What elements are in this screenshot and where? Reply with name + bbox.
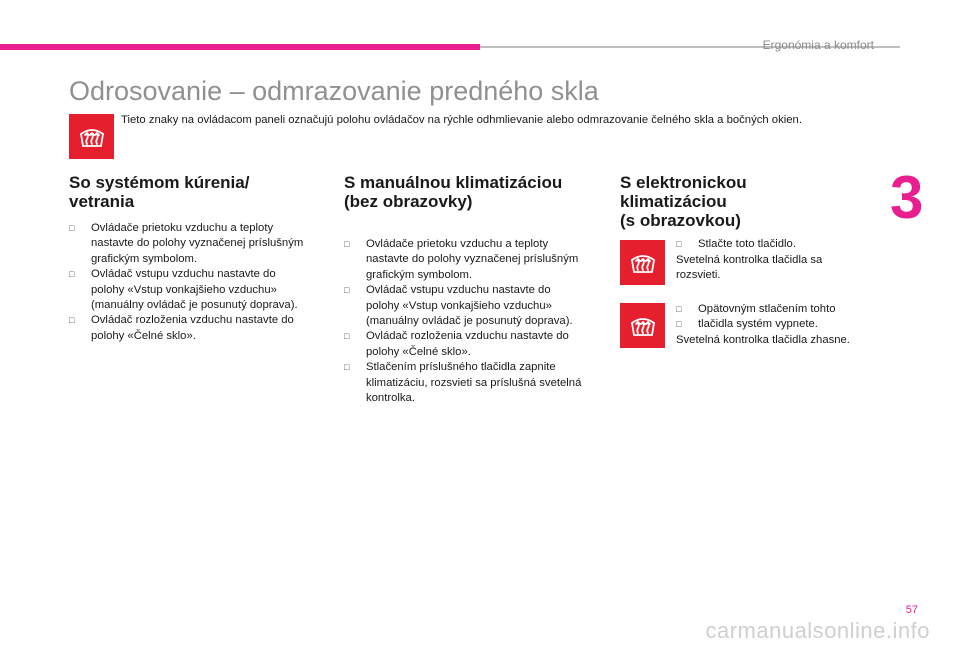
bullet-list-heating [69,221,319,344]
column-heading-heating [69,173,249,211]
windshield-defrost-icon [620,303,665,348]
heading-line: S manuálnou klimatizáciou [344,173,563,192]
windshield-defrost-icon [620,240,665,285]
heading-line: vetrania [69,192,135,211]
header-accent-bar [0,44,480,50]
heading-line: klimatizáciou [620,192,727,211]
page-number: 57 [905,604,918,616]
watermark: carmanualsonline.info [705,618,930,643]
list-item: □ Ovládač vstupu vzduchu nastavte do polohy «Vstup vonkajšieho vzduchu» (manuálny ovládač je posunutý doprava). [69,267,319,313]
bullet-list-manual-ac [344,237,604,406]
step-press-button: □ Stlačte toto tlačidlo. [676,237,876,252]
list-item: □ Ovládač rozloženia vzduchu nastavte do polohy «Čelné sklo». [69,313,319,344]
step-press-button-note: Svetelná kontrolka tlačidla sa rozsvieti. [676,254,823,282]
heading-line: So systémom kúrenia/ [69,173,250,192]
list-item: □ Ovládač vstupu vzduchu nastavte do polohy «Vstup vonkajšieho vzduchu» (manuálny ovládač je posunutý doprava). [344,283,604,329]
list-item: □ Stlačením príslušného tlačidla zapnite klimatizáciu, rozsvieti sa príslušná svetelná kontrolka. [344,360,604,406]
step-press-again: □ Opätovným stlačením tohto □ tlačidla systém vypnete. [676,302,886,333]
step-press-again-note: Svetelná kontrolka tlačidla zhasne. [676,334,850,346]
intro-text: Tieto znaky na ovládacom paneli označujú polohu ovládačov na rýchle odhmlievanie alebo odmrazovanie čelného skla a bočných okien. [121,114,802,126]
section-label: Ergonómia a komfort [762,38,874,52]
page-title: Odrosovanie – odmrazovanie predného skla [69,76,599,106]
list-item: □ Ovládač rozloženia vzduchu nastavte do polohy «Čelné sklo». [344,329,604,360]
list-item: □ Ovládače prietoku vzduchu a teploty nastavte do polohy vyznačenej príslušným grafickým symbolom. [344,237,604,283]
windshield-defrost-icon [69,114,114,159]
column-heading-electronic-ac [620,173,747,230]
list-item: □ Ovládače prietoku vzduchu a teploty nastavte do polohy vyznačenej príslušným grafickým symbolom. [69,221,319,267]
heading-line: (bez obrazovky) [344,192,473,211]
chapter-number: 3 [890,164,924,231]
column-heading-manual-ac [344,173,562,211]
heading-line: (s obrazovkou) [620,211,741,230]
heading-line: S elektronickou [620,173,747,192]
